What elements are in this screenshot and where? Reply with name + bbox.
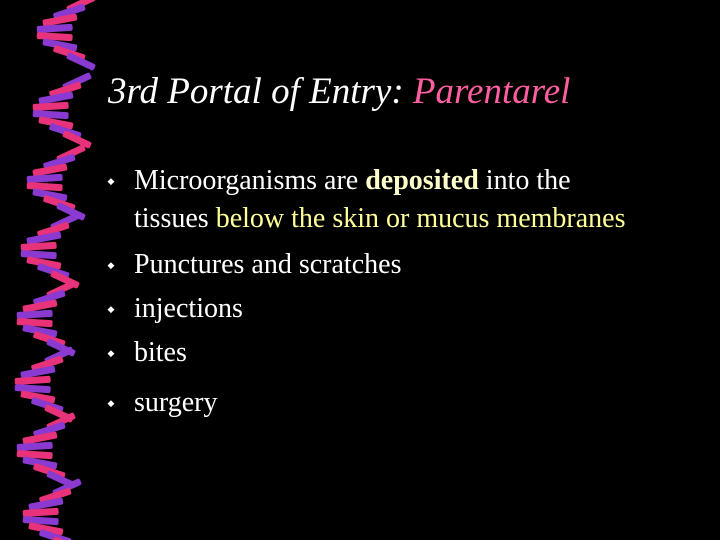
diamond-bullet-icon: ◆ — [107, 348, 115, 358]
wave-arc — [21, 212, 81, 289]
wave-strip — [37, 24, 73, 33]
decorative-wave-border — [0, 0, 100, 540]
bullet-1-highlight: below the skin or mucus membranes — [215, 203, 626, 234]
wave-arc — [15, 346, 75, 423]
wave-strip — [17, 310, 53, 319]
bullet-item-3 — [107, 290, 714, 328]
wave-arc — [17, 280, 77, 357]
title-main: 3rd Portal of Entry: — [108, 71, 413, 112]
wave-strip — [23, 516, 59, 525]
wave-strip — [33, 102, 69, 111]
wave-arc — [23, 478, 83, 540]
bullet-item-1 — [107, 162, 714, 238]
diamond-bullet-icon: ◆ — [107, 304, 115, 314]
wave-strip — [37, 32, 73, 41]
wave-strip — [21, 250, 57, 259]
wave-arc — [27, 144, 87, 221]
wave-strip — [27, 182, 63, 191]
wave-strip — [33, 110, 69, 119]
wave-strip — [23, 508, 59, 517]
bullet-1-text-b: into the — [478, 165, 571, 196]
wave-strip — [21, 242, 57, 251]
wave-strip — [17, 442, 53, 451]
bullet-1-line2-a: tissues — [134, 203, 216, 234]
diamond-bullet-icon: ◆ — [107, 260, 115, 270]
slide-title — [108, 70, 708, 113]
bullet-2-text: Punctures and scratches — [134, 249, 402, 280]
wave-strip — [17, 318, 53, 327]
diamond-bullet-icon: ◆ — [107, 176, 115, 186]
bullet-item-4 — [107, 334, 714, 372]
wave-strip — [15, 376, 51, 385]
wave-arc — [37, 0, 97, 71]
wave-arc — [17, 412, 77, 489]
diamond-bullet-icon: ◆ — [107, 398, 115, 408]
wave-strip — [27, 174, 63, 183]
bullet-4-text: bites — [134, 337, 187, 368]
bullet-1-bold: deposited — [365, 165, 479, 196]
title-accent: Parentarel — [412, 71, 571, 112]
wave-arc — [33, 72, 93, 149]
bullet-1-text-a: Microorganisms are — [134, 165, 366, 196]
wave-strip — [17, 450, 53, 459]
bullet-item-5 — [107, 384, 714, 422]
bullet-3-text: injections — [134, 293, 243, 324]
bullet-item-2 — [107, 246, 714, 284]
wave-strip — [15, 384, 51, 393]
bullet-5-text: surgery — [134, 387, 218, 418]
